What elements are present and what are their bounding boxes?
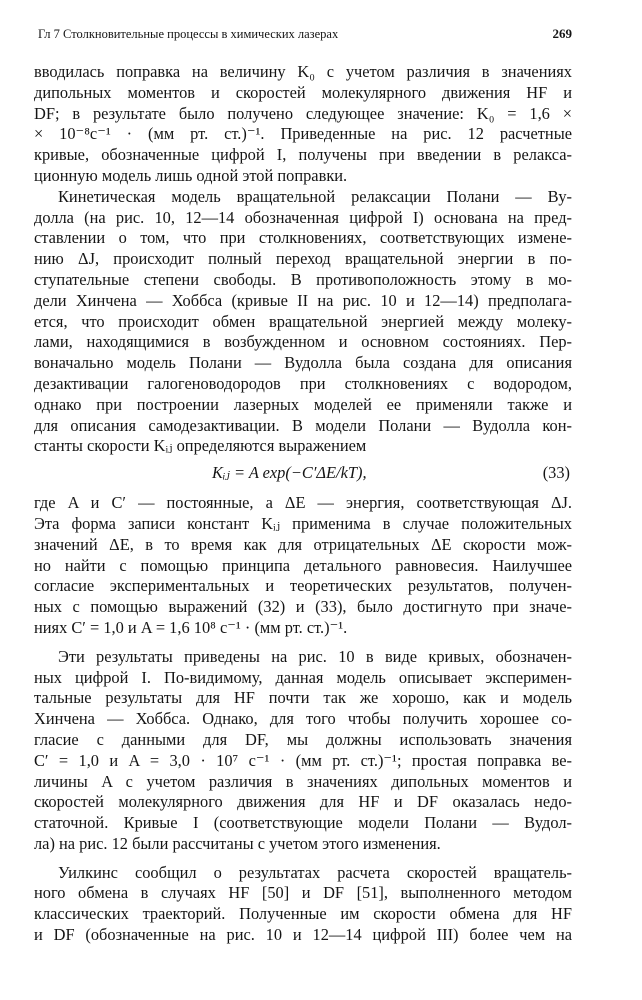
text-line: C′ = 1,0 и A = 3,0 · 10⁷ с⁻¹ · (мм рт. ст.)⁻¹; простая поправка ве- bbox=[34, 750, 572, 770]
text-line: гласие с данными для DF, мы должны использовать значения bbox=[34, 729, 572, 749]
text-line: ниях C′ = 1,0 и A = 1,6 10⁸ с⁻¹ · (мм рт. ст.)⁻¹. bbox=[34, 617, 348, 637]
text-line: ставлении о том, что при столкновениях, соответствующих измене- bbox=[34, 228, 572, 248]
text-line: Хинчена — Хоббса. Однако, для того чтобы получить хорошее со- bbox=[34, 709, 572, 729]
text-line: дели Хинчена — Хоббса (кривые II на рис. 10 и 12—14) предполага- bbox=[34, 290, 572, 310]
equation-number: (33) bbox=[542, 463, 570, 483]
paragraph bbox=[34, 493, 572, 639]
equation-33 bbox=[34, 463, 572, 485]
text-line: тальные результаты для HF почти так же хорошо, как и модель bbox=[34, 688, 572, 708]
text-line: и DF (обозначенные на рис. 10 и 12—14 цифрой III) более чем на bbox=[34, 925, 572, 945]
equation-body: Kᵢⱼ = A exp(−C′ΔE/kT), bbox=[212, 463, 367, 483]
running-head bbox=[38, 25, 572, 43]
text-line: лами, находящимися в возбужденном и основном состояниях. Пер- bbox=[34, 332, 572, 352]
text-line: личины A с учетом различия в значениях дипольных моментов и bbox=[34, 771, 572, 791]
paragraph bbox=[34, 62, 572, 187]
text-line: Эта форма записи констант Kᵢⱼ применима в случае положительных bbox=[34, 513, 572, 533]
paragraph bbox=[34, 863, 572, 946]
chapter-title: Гл 7 Столкновительные процессы в химических лазерах bbox=[38, 27, 339, 41]
text-line: однако при построении лазерных моделей ее применяли также и bbox=[34, 394, 572, 414]
text-line: согласие экспериментальных и теоретических результатов, получен- bbox=[34, 576, 572, 596]
text-line: долла (на рис. 10, 12—14 обозначенная цифрой I) основана на пред- bbox=[34, 207, 572, 227]
text-line: ется, что происходит обмен вращательной энергией между молеку- bbox=[34, 311, 572, 331]
page-number: 269 bbox=[552, 26, 572, 41]
paragraph bbox=[34, 647, 572, 855]
text-line: DF; в результате было получено следующее значение: K₀ = 1,6 × bbox=[34, 103, 572, 123]
text-line: × 10⁻⁸с⁻¹ · (мм рт. ст.)⁻¹. Приведенные на рис. 12 расчетные bbox=[34, 124, 572, 144]
text-line: классических траекторий. Полученные им скорости обмена для HF bbox=[34, 904, 572, 924]
text-line: Эти результаты приведены на рис. 10 в виде кривых, обозначен- bbox=[58, 646, 572, 666]
paragraph-gap bbox=[34, 639, 572, 647]
text-line: ла) на рис. 12 были рассчитаны с учетом этого изменения. bbox=[34, 833, 441, 853]
text-line: ционную модель лишь одной этой поправки. bbox=[34, 165, 348, 185]
text-line: значений ΔE, в то время как для отрицательных ΔE скорости мож- bbox=[34, 534, 572, 554]
text-line: вводилась поправка на величину K₀ с учетом различия в значениях bbox=[34, 62, 572, 81]
text-line: скоростей молекулярного движения для HF и DF оказалась недо- bbox=[34, 792, 572, 812]
text-line: нию ΔJ, происходит полный переход вращательной энергии в по- bbox=[34, 249, 572, 269]
text-line: воначально модель Полани — Вудолла была создана для описания bbox=[34, 353, 572, 373]
text-line: где A и C′ — постоянные, а ΔE — энергия, соответствующая ΔJ. bbox=[34, 493, 572, 513]
body-text bbox=[34, 62, 572, 946]
paragraph bbox=[34, 187, 572, 457]
text-line: статочной. Кривые I (соответствующие модели Полани — Вудол- bbox=[34, 813, 572, 833]
text-line: Кинетическая модель вращательной релаксации Полани — Ву- bbox=[58, 186, 572, 206]
text-line: дезактивации галогеноводородов при столкновениях с водородом, bbox=[34, 373, 572, 393]
text-line: ных цифрой I. По-видимому, данная модель описывает эксперимен- bbox=[34, 667, 572, 687]
text-line: но найти с помощью принципа детального равновесия. Наилучшее bbox=[34, 555, 572, 575]
paragraph-gap bbox=[34, 855, 572, 863]
text-line: Уилкинс сообщил о результатах расчета скоростей вращатель- bbox=[58, 862, 572, 882]
text-line: станты скорости Kᵢⱼ определяются выражением bbox=[34, 436, 367, 456]
text-line: кривые, обозначенные цифрой I, получены при введении в релакса- bbox=[34, 145, 572, 165]
text-line: ного обмена в случаях HF [50] и DF [51], выполненного методом bbox=[34, 883, 572, 903]
text-line: ных с помощью выражений (32) и (33), было достигнуто при значе- bbox=[34, 597, 572, 617]
text-line: дипольных моментов и скоростей молекулярного движения HF и bbox=[34, 82, 572, 102]
text-line: ступательные степени свободы. В противоположность этому в мо- bbox=[34, 269, 572, 289]
text-line: для описания самодезактивации. В модели Полани — Вудолла кон- bbox=[34, 415, 572, 435]
